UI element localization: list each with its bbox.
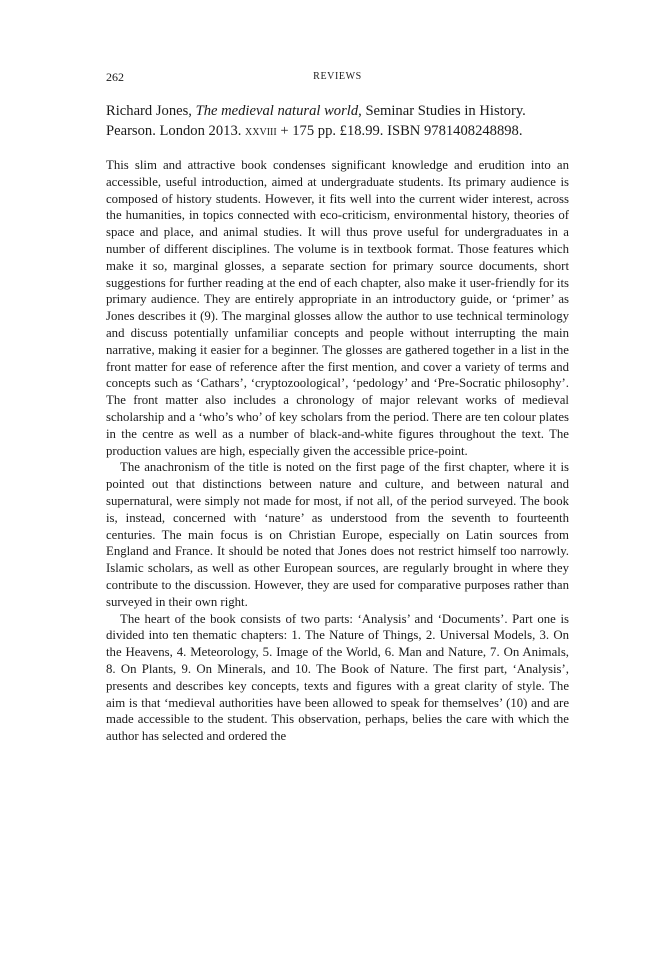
citation-pages-roman: xxviii	[245, 123, 277, 139]
citation-author: Richard Jones,	[106, 103, 196, 119]
citation-price-isbn: + 175 pp. £18.99. ISBN 9781408248898.	[276, 123, 523, 139]
page-number: 262	[106, 70, 124, 84]
citation-publisher: Pearson. London 2013.	[106, 123, 246, 139]
review-paragraph-2: The anachronism of the title is noted on the first page of the first chapter, where it is pointed out that distinctions between nature and culture, and between natural and supernatural, were simply not made for most, if not all, of the period surveyed. The book is, instead, concerned with ‘nature’ as understood from the seventh to fourteenth centuries. The main focus is on Christian Europe, especially on Latin sources from England and France. It should be noted that Jones does not restrict himself too narrowly. Islamic scholars, as well as other European sources, are regularly brought in where they contribute to the discussion. However, they are used for comparative purposes rather than surveyed in their own right.	[106, 460, 569, 609]
review-paragraph-1: This slim and attractive book condenses significant knowledge and erudition into an accessible, useful introduction, aimed at undergraduate students. Its primary audience is composed of history students. However, it fits well into the current wider interest, across the humanities, in topics connected with eco-criticism, environmental history, theories of space and place, and animal studies. It will thus prove useful for undergraduates in a number of different disciplines. The volume is in textbook format. Those features which make it so, marginal glosses, a separate section for primary source documents, short suggestions for further reading at the end of each chapter, also make it user-friendly for its primary audience. They are entirely appropriate in an introductory guide, or ‘primer’ as Jones describes it (9). The marginal glosses allow the author to use technical terminology and discuss potentially unfamiliar concepts and people without interrupting the main narrative, making it easier for a beginner. The glosses are gathered together in a list in the front matter for ease of reference after the first mention, and cover a variety of terms and concepts such as ‘Cathars’, ‘cryptozoological’, ‘pedology’ and ‘Pre-Socratic philosophy’. The front matter also includes a chronology of major relevant works of medieval scholarship and a ‘who’s who’ of key scholars from the period. There are ten colour plates in the centre as well as a number of black-and-white figures throughout the text. The production values are high, especially given the accessible price-point.	[106, 158, 569, 458]
review-paragraph-3: The heart of the book consists of two parts: ‘Analysis’ and ‘Documents’. Part one is divided into ten thematic chapters: 1. The Nature of Things, 2. Universal Models, 3. On the Heavens, 4. Meteorology, 5. Image of the World, 6. Man and Nature, 7. On Animals, 8. On Plants, 9. On Minerals, and 10. The Book of Nature. The first part, ‘Analysis’, presents and describes key concepts, texts and figures with a great clarity of style. The aim is that ‘medieval authorities have been allowed to speak for themselves’ (10) and are made accessible to the student. This observation, perhaps, belies the care with which the author has selected and ordered the	[106, 611, 569, 744]
running-head	[106, 70, 569, 88]
citation-series: , Seminar Studies in History.	[358, 103, 526, 119]
book-citation	[106, 101, 569, 141]
document-page	[106, 70, 569, 745]
citation-title: The medieval natural world	[195, 103, 359, 119]
section-label: REVIEWS	[313, 71, 362, 82]
review-body	[106, 157, 569, 745]
